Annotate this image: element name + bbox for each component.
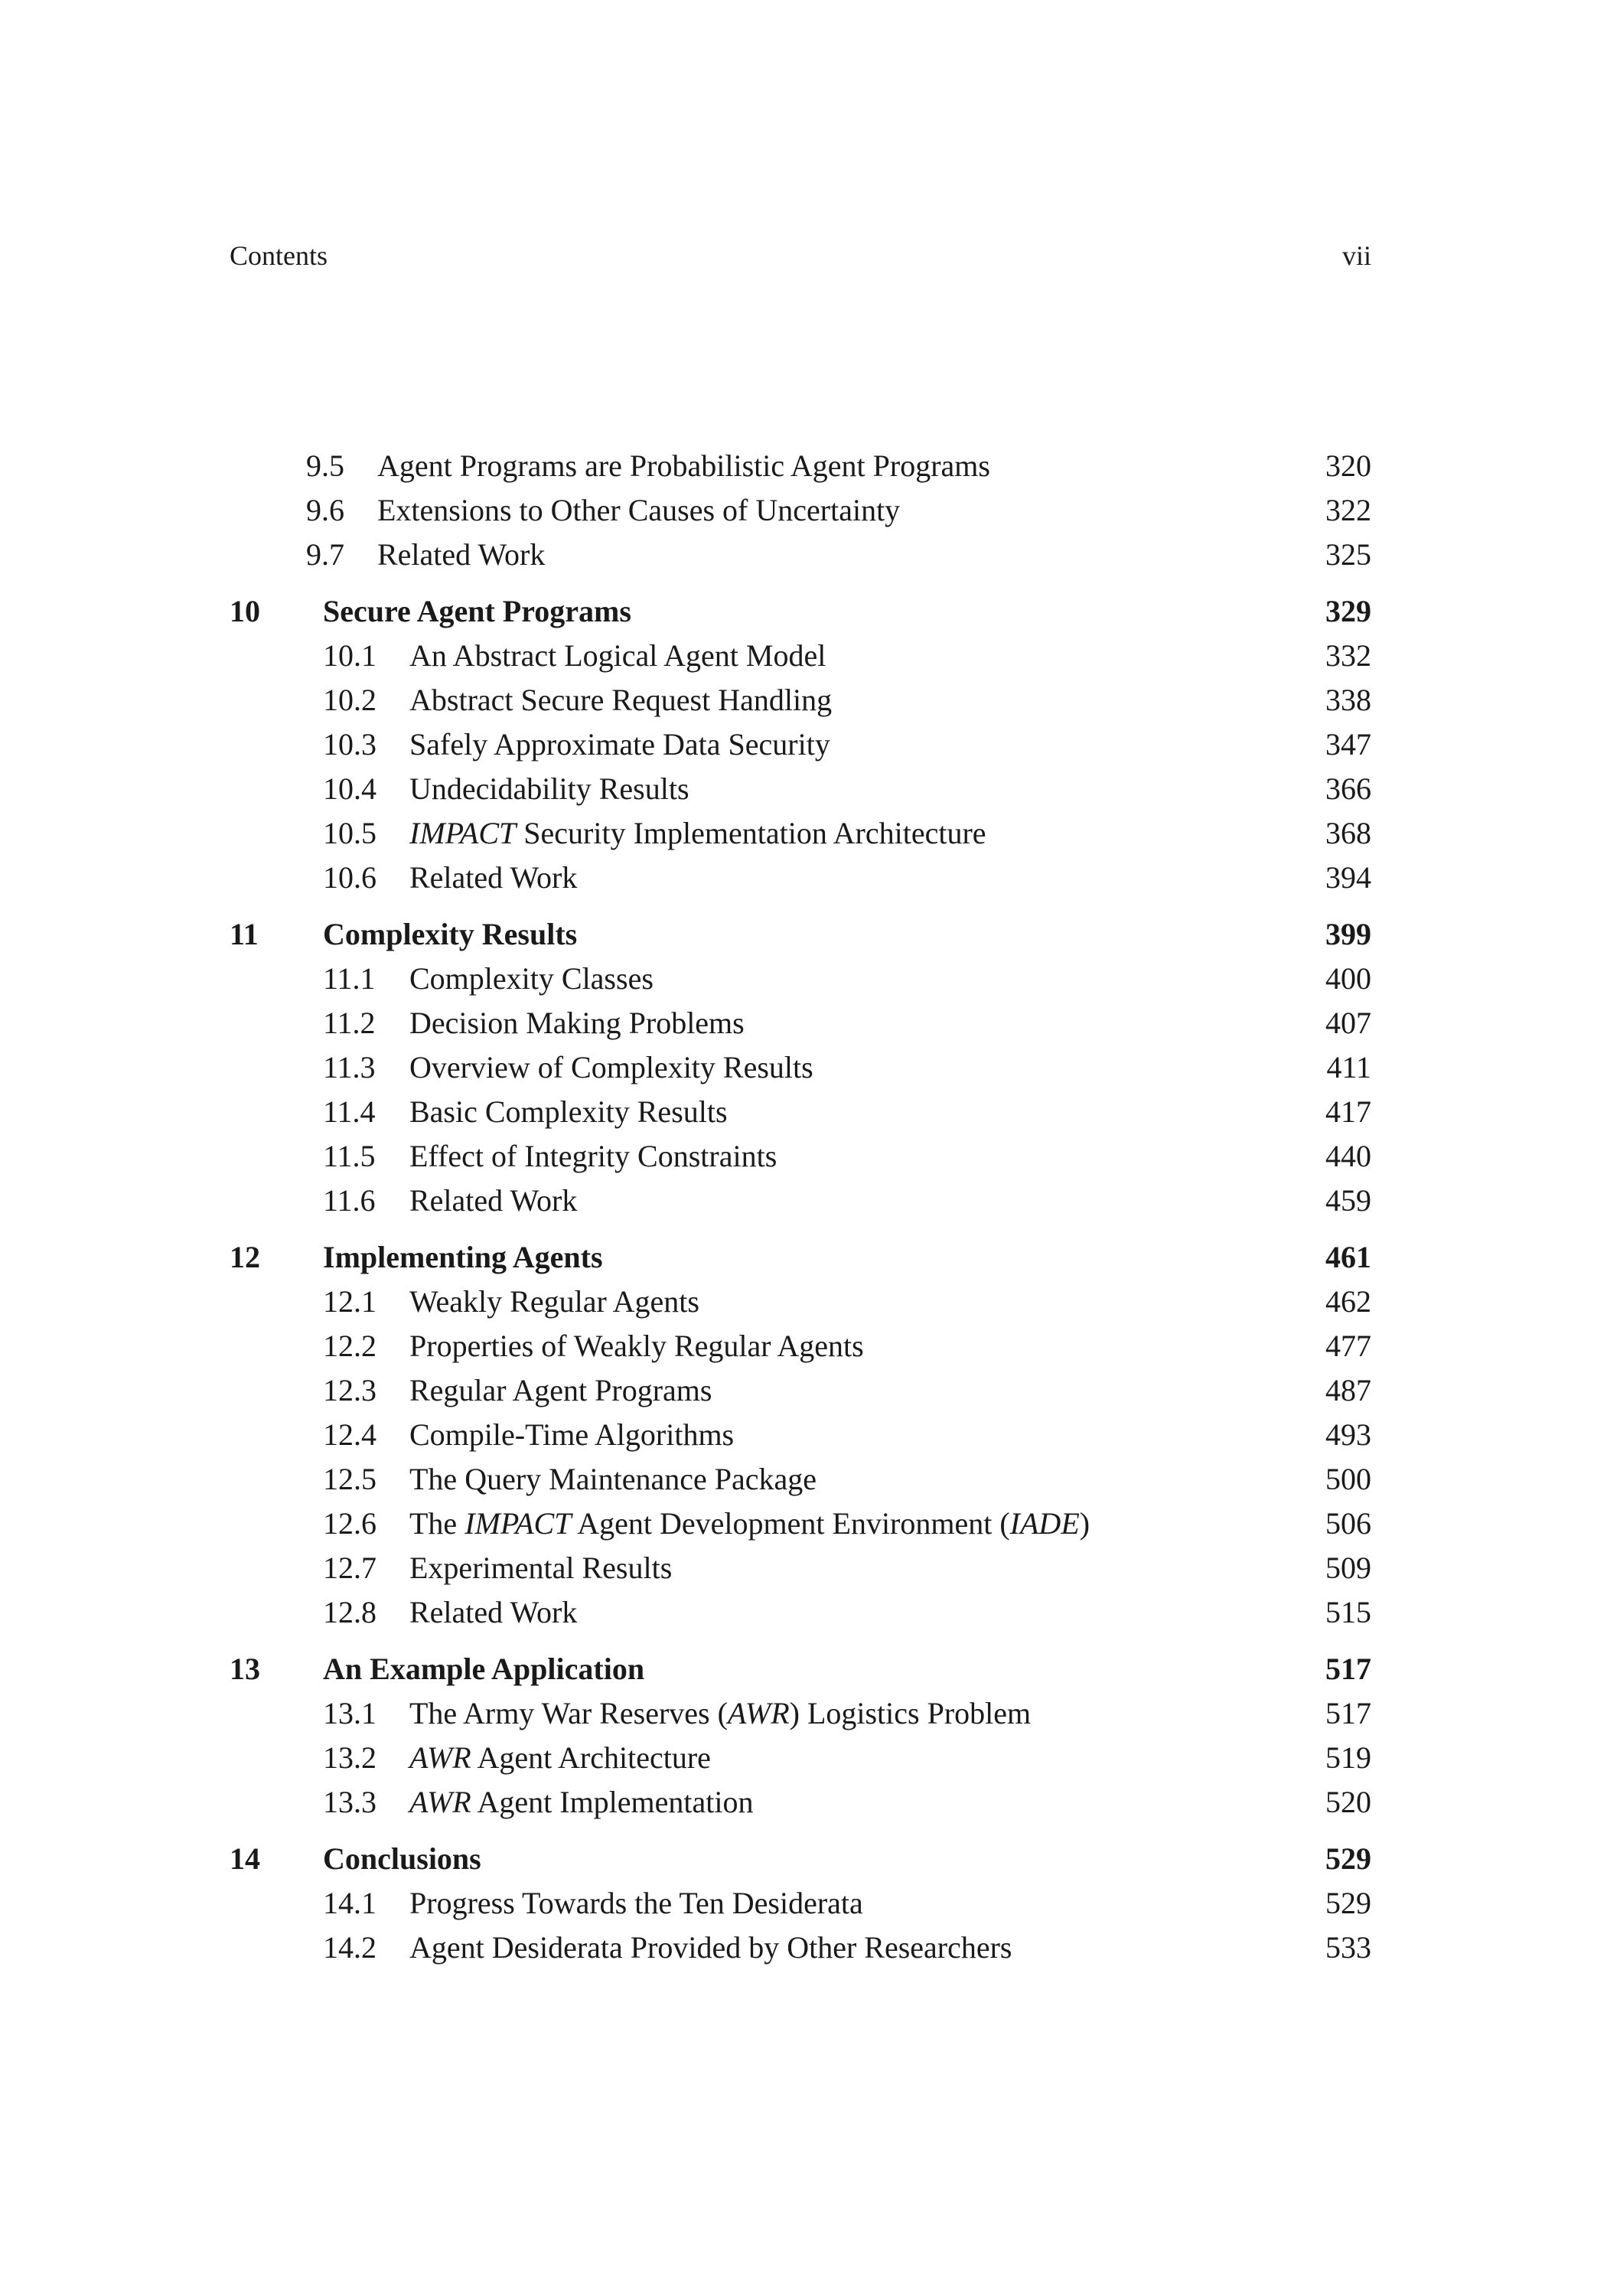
section-page: 366 (1325, 771, 1371, 806)
section-title-rest: Agent Implementation (471, 1785, 754, 1819)
section-page: 411 (1326, 1050, 1371, 1084)
section-number: 12.4 (323, 1417, 376, 1452)
chapter-number: 14 (230, 1841, 260, 1876)
toc-chapter-11[interactable] (230, 912, 1371, 957)
toc-chapter-14[interactable] (230, 1837, 1371, 1881)
section-title: Related Work (409, 860, 578, 895)
toc-entry-10-2[interactable] (230, 678, 1371, 722)
section-number: 10.3 (323, 727, 376, 762)
section-title: Agent Programs are Probabilistic Agent Programs (377, 448, 990, 483)
section-number: 11.2 (323, 1006, 376, 1040)
section-title-part-1: The Army War Reserves ( (409, 1696, 728, 1730)
toc-entry-12-4[interactable] (230, 1413, 1371, 1457)
chapter-page: 329 (1325, 594, 1371, 628)
toc-entry-14-1[interactable] (230, 1881, 1371, 1926)
section-number: 10.6 (323, 860, 376, 895)
section-title-part-2: Agent Development Environment ( (571, 1506, 1010, 1541)
section-page: 529 (1325, 1886, 1371, 1920)
section-page: 520 (1325, 1785, 1371, 1819)
section-title-italic-2: IADE (1009, 1506, 1080, 1541)
section-title: Regular Agent Programs (409, 1373, 712, 1407)
section-title: Abstract Secure Request Handling (409, 683, 833, 717)
section-number: 9.7 (306, 537, 344, 572)
section-page: 417 (1325, 1094, 1371, 1129)
section-number: 13.3 (323, 1785, 376, 1819)
section-page: 477 (1325, 1329, 1371, 1363)
section-title-part-2: ) Logistics Problem (789, 1696, 1032, 1730)
toc-entry-11-1[interactable] (230, 957, 1371, 1001)
section-title: Safely Approximate Data Security (409, 727, 830, 762)
section-number: 12.7 (323, 1551, 376, 1585)
section-title (409, 1691, 1031, 1736)
section-title: Compile-Time Algorithms (409, 1417, 735, 1452)
section-page: 338 (1325, 683, 1371, 717)
chapter-title: Conclusions (323, 1841, 481, 1876)
section-number: 11.1 (323, 961, 376, 996)
chapter-number: 11 (230, 917, 259, 951)
section-page: 493 (1325, 1417, 1371, 1452)
section-page: 515 (1325, 1595, 1371, 1629)
section-number: 12.1 (323, 1284, 376, 1319)
section-page: 509 (1325, 1551, 1371, 1585)
running-head (230, 239, 1371, 272)
section-page: 347 (1325, 727, 1371, 762)
toc-entry-9-7[interactable] (230, 533, 1371, 577)
toc-entry-12-6[interactable] (230, 1502, 1371, 1546)
toc-entry-12-2[interactable] (230, 1324, 1371, 1368)
section-number: 10.4 (323, 771, 376, 806)
section-page: 332 (1325, 638, 1371, 673)
section-title: Undecidability Results (409, 771, 689, 806)
section-page: 517 (1325, 1696, 1371, 1730)
toc-entry-9-5[interactable] (230, 444, 1371, 488)
section-title-italic-1: IMPACT (464, 1506, 572, 1541)
chapter-title: Implementing Agents (323, 1240, 603, 1274)
chapter-number: 12 (230, 1240, 260, 1274)
chapter-page: 461 (1325, 1240, 1371, 1274)
section-number: 9.5 (306, 448, 344, 483)
section-title: Related Work (377, 537, 546, 572)
chapter-number: 10 (230, 594, 260, 628)
section-number: 12.8 (323, 1595, 376, 1629)
section-title: Complexity Classes (409, 961, 654, 996)
section-number: 11.3 (323, 1050, 376, 1084)
toc-entry-12-5[interactable] (230, 1457, 1371, 1502)
chapter-page: 399 (1325, 917, 1371, 951)
section-number: 13.1 (323, 1696, 376, 1730)
section-number: 9.6 (306, 493, 344, 527)
section-title: Extensions to Other Causes of Uncertainty (377, 493, 901, 527)
chapter-title: Complexity Results (323, 917, 578, 951)
section-page: 368 (1325, 816, 1371, 850)
toc-entry-11-2[interactable] (230, 1001, 1371, 1045)
chapter-page: 529 (1325, 1841, 1371, 1876)
section-page: 506 (1325, 1506, 1371, 1541)
section-number: 11.5 (323, 1139, 376, 1173)
toc-entry-11-5[interactable] (230, 1134, 1371, 1179)
section-page: 322 (1325, 493, 1371, 527)
toc-entry-14-2[interactable] (230, 1926, 1371, 1970)
toc-chapter-12[interactable] (230, 1235, 1371, 1280)
section-title: Related Work (409, 1183, 578, 1218)
section-title (409, 1502, 1090, 1546)
section-number: 10.5 (323, 816, 376, 850)
section-title: Overview of Complexity Results (409, 1050, 813, 1084)
section-page: 462 (1325, 1284, 1371, 1319)
toc-entry-13-1[interactable] (230, 1691, 1371, 1736)
section-page: 459 (1325, 1183, 1371, 1218)
section-number: 12.3 (323, 1373, 376, 1407)
section-title: Basic Complexity Results (409, 1094, 728, 1129)
section-title: Effect of Integrity Constraints (409, 1139, 777, 1173)
section-number: 11.4 (323, 1094, 376, 1129)
page-number: vii (1341, 240, 1371, 271)
section-title (409, 811, 986, 856)
section-number: 14.2 (323, 1930, 376, 1965)
section-title-italic: AWR (409, 1785, 471, 1819)
toc-chapter-13[interactable] (230, 1647, 1371, 1691)
section-page: 325 (1325, 537, 1371, 572)
running-head-title: Contents (230, 240, 328, 271)
toc-entry-12-3[interactable] (230, 1368, 1371, 1413)
toc-chapter-10[interactable] (230, 589, 1371, 634)
section-number: 12.2 (323, 1329, 376, 1363)
section-number: 12.5 (323, 1462, 376, 1496)
section-page: 320 (1325, 448, 1371, 483)
section-title-italic: AWR (409, 1740, 471, 1775)
chapter-number: 13 (230, 1652, 260, 1686)
section-number: 13.2 (323, 1740, 376, 1775)
section-page: 500 (1325, 1462, 1371, 1496)
section-number: 12.6 (323, 1506, 376, 1541)
section-page: 519 (1325, 1740, 1371, 1775)
section-title: Agent Desiderata Provided by Other Researchers (409, 1930, 1012, 1965)
section-title-rest: Agent Architecture (471, 1740, 711, 1775)
toc-entry-10-6[interactable] (230, 856, 1371, 900)
section-title: The Query Maintenance Package (409, 1462, 817, 1496)
section-title (409, 1780, 754, 1825)
toc-entry-11-6[interactable] (230, 1179, 1371, 1223)
toc-entry-10-5[interactable] (230, 811, 1371, 856)
section-title-italic: AWR (727, 1696, 790, 1730)
section-page: 394 (1325, 860, 1371, 895)
section-title-rest: Security Implementation Architecture (516, 816, 986, 850)
section-title: Related Work (409, 1595, 578, 1629)
section-title-italic: IMPACT (409, 816, 517, 850)
toc-entry-10-4[interactable] (230, 767, 1371, 811)
section-page: 487 (1325, 1373, 1371, 1407)
toc-entry-10-3[interactable] (230, 722, 1371, 767)
toc-entry-13-2[interactable] (230, 1736, 1371, 1780)
section-page: 407 (1325, 1006, 1371, 1040)
section-page: 533 (1325, 1930, 1371, 1965)
section-number: 10.2 (323, 683, 376, 717)
section-number: 10.1 (323, 638, 376, 673)
section-title (409, 1736, 711, 1780)
table-of-contents (230, 444, 1371, 1970)
toc-entry-11-4[interactable] (230, 1090, 1371, 1134)
section-title: An Abstract Logical Agent Model (409, 638, 826, 673)
section-title: Weakly Regular Agents (409, 1284, 699, 1319)
toc-entry-9-6[interactable] (230, 488, 1371, 533)
section-number: 14.1 (323, 1886, 376, 1920)
section-number: 11.6 (323, 1183, 376, 1218)
toc-entry-12-7[interactable] (230, 1546, 1371, 1590)
section-title: Progress Towards the Ten Desiderata (409, 1886, 863, 1920)
section-title: Decision Making Problems (409, 1006, 745, 1040)
chapter-title: An Example Application (323, 1652, 645, 1686)
toc-entry-12-8[interactable] (230, 1590, 1371, 1635)
toc-entry-12-1[interactable] (230, 1280, 1371, 1324)
toc-entry-11-3[interactable] (230, 1045, 1371, 1090)
section-page: 400 (1325, 961, 1371, 996)
chapter-title: Secure Agent Programs (323, 594, 631, 628)
section-title-part-3: ) (1079, 1506, 1090, 1541)
chapter-page: 517 (1325, 1652, 1371, 1686)
toc-entry-10-1[interactable] (230, 634, 1371, 678)
toc-entry-13-3[interactable] (230, 1780, 1371, 1825)
section-title-part-1: The (409, 1506, 465, 1541)
section-title: Properties of Weakly Regular Agents (409, 1329, 864, 1363)
section-title: Experimental Results (409, 1551, 673, 1585)
section-page: 440 (1325, 1139, 1371, 1173)
